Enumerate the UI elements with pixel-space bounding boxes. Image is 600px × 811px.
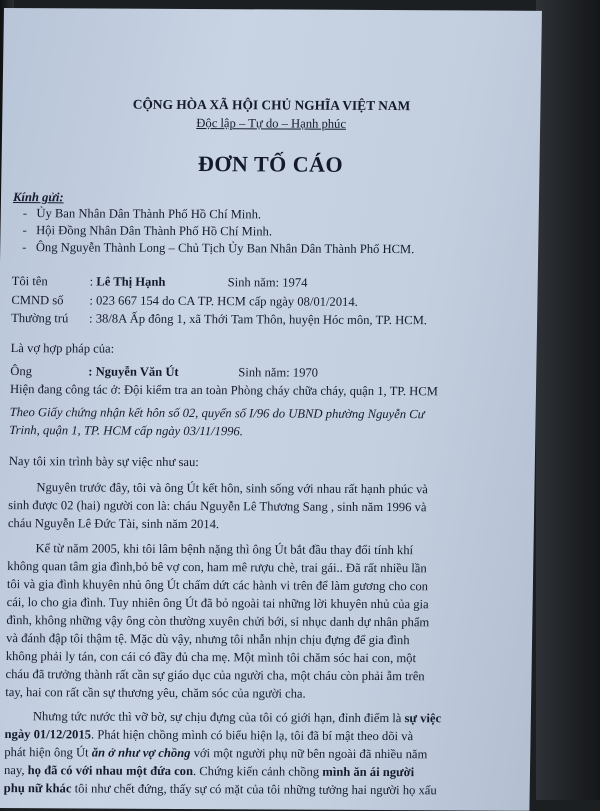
para3-line: ngày 01/12/2015. Phát hiện chồng mình có biểu hiện lạ, tôi đã bí mật theo dõi và	[4, 727, 414, 744]
spouse-birth: Sinh năm: 1970	[238, 365, 319, 380]
para2-line: cái, lo cho gia đình. Tuy nhiên ông Út đã bỏ ngoài tai những lời khuyên nhủ của gia	[6, 595, 429, 612]
recipient-item: - Ủy Ban Nhân Dân Thành Phố Hồ Chí Minh.	[22, 206, 262, 222]
para1-line: sinh được 02 (hai) người con là: cháu Nguyễn Lê Thương Sang , sinh năm 1996 và	[8, 498, 427, 515]
background-right	[536, 0, 600, 800]
para3-line: Nhưng tức nước thì vỡ bờ, sự chịu đựng của tôi có giới hạn, đỉnh điểm là sự việc	[32, 709, 442, 726]
para3-line: phụ nữ khác tôi như chết đứng, thấy sự có mặt của tôi những tưởng hai người họ xấu	[3, 781, 437, 798]
spouse-title: Ông	[10, 364, 33, 379]
id-value: : 023 667 154 do CA TP. HCM cấp ngày 08/01/2014.	[89, 293, 358, 309]
para2-line: đình, không những vậy ông còn thường xuyên chửi bới, sỉ nhục danh dự nhân phẩm	[6, 613, 430, 630]
para1-line: cháu Nguyễn Lê Đức Tài, sinh năm 2014.	[7, 516, 220, 532]
residence-value: : 38/8A Ấp đông 1, xã Thới Tam Thôn, huyện Hóc môn, TP. HCM.	[89, 311, 428, 328]
para1-line: Nguyên trước đây, tôi và ông Út kết hôn, sinh sống với nhau rất hạnh phúc và	[36, 480, 429, 497]
certificate-line: Theo Giấy chứng nhận kết hôn số 02, quyển số I/96 do UBND phường Nguyễn Cư	[9, 405, 425, 422]
para3-line: nay, họ đã có với nhau một đứa con. Chứng kiến cảnh chồng mình ăn ái người	[3, 763, 415, 780]
country-header: CỘNG HÒA XÃ HỘI CHỦ NGHĨA VIỆT NAM	[132, 96, 411, 114]
spouse-name: : Nguyễn Văn Út	[88, 364, 179, 379]
applicant-name-label: Tôi tên	[11, 274, 48, 289]
spouse-intro: Là vợ hợp pháp của:	[10, 341, 115, 356]
para2-line: tay, hai con rất cần sự thương yêu, chăm sóc của người cha.	[5, 685, 306, 701]
id-label: CMND số	[11, 293, 64, 308]
para2-line: và đánh đập tôi thậm tệ. Mặc dù vậy, nhưng tôi nhẫn nhịn chịu đựng để gia đình	[5, 631, 410, 648]
applicant-name: Lê Thị Hạnh	[96, 274, 166, 289]
recipients-label: Kính gửi:	[12, 190, 64, 205]
motto: Độc lập – Tự do – Hạnh phúc	[196, 116, 347, 131]
para2-line: không phải ly tán, con cái có đầy đủ cha mẹ. Một mình tôi chăm sóc hai con, một	[5, 649, 417, 666]
certificate-line: Trinh, quận 1, TP. HCM cấp ngày 03/11/1996.	[9, 423, 244, 439]
para2-line: cháu đã trưởng thành rất cần sự giáo dục của người cha, một cháu còn phải ẵm trên	[5, 667, 425, 684]
para2-line: tôi và gia đình khuyên nhủ ông Út chấm dứt các hành vi trên để làm gương cho con	[6, 577, 429, 594]
document-title: ĐƠN TỐ CÁO	[197, 151, 344, 177]
recipient-item: - Ông Nguyễn Thành Long – Chủ Tịch Ủy Ban Nhân Dân Thành Phố HCM.	[22, 240, 415, 257]
residence-label: Thường trú	[11, 311, 69, 326]
document-page: CỘNG HÒA XÃ HỘI CHỦ NGHĨA VIỆT NAM Độc lập – Tự do – Hạnh phúc ĐƠN TỐ CÁO Kính gửi: - Ủy Ban Nhân Dân Thành Phố Hồ Chí Minh. - Hội Đồng Nhân Dân Thành Phố Hồ Chí Minh. - Ông Nguyễn Thành Long – Chủ Tịch Ủy Ban Nhân Dân Thành Phố HCM. Tôi tên : Lê Thị Hạnh Sinh năm: 1974 CMND số : 023 667 154 do CA TP. HCM cấp ngày 08/01/2014. Thường trú : 38/8A Ấp đông 1, xã Thới Tam Thôn, huyện Hóc môn, TP. HCM. Là vợ hợp pháp của: Ông : Nguyễn Văn Út Sinh năm: 1970 Hiện đang công tác ở: Đội kiểm tra an toàn Phòng cháy chữa cháy, quận 1, TP. HCM Theo Giấy chứng nhận kết hôn số 02, quyển số I/96 do UBND phường Nguyễn Cư Trinh, quận 1, TP. HCM cấp ngày 03/11/1996. Nay tôi xin trình bày sự việc như sau: Nguyên trước đây, tôi và ông Út kết hôn, sinh sống với nhau rất hạnh phúc và sinh được 02 (hai) người con là: cháu Nguyễn Lê Thương Sang , sinh năm 1996 và cháu Nguyễn Lê Đức Tài, sinh năm 2014. Kể từ năm 2005, khi tôi lâm bệnh nặng thì ông Út bắt đầu thay đổi tính khí không quan tâm gia đình,bỏ bê vợ con, ham mê rượu chè, trai gái.. Đã rất nhiều lần tôi và gia đình khuyên nhủ ông Út chấm dứt các hành vi trên để làm gương cho con cái, lo cho gia đình. Tuy nhiên ông Út đã bỏ ngoài tai những lời khuyên nhủ của gia đình, không những vậy ông còn thường xuyên chửi bới, sỉ nhục danh dự nhân phẩm và đánh đập tôi thậm tệ. Mặc dù vậy, nhưng tôi nhẫn nhịn chịu đựng để gia đình không phải ly tán, con cái có đầy đủ cha mẹ. Một mình tôi chăm sóc hai con, một cháu đã trưởng thành rất cần sự giáo dục của người cha, một cháu còn phải ẵm trên tay, hai con rất cần sự thương yêu, chăm sóc của người cha. Nhưng tức nước thì vỡ bờ, sự chịu đựng của tôi có giới hạn, đỉnh điểm là sự việc ngày 01/12/2015. Phát hiện chồng mình có biểu hiện lạ, tôi đã bí mật theo dõi và phát hiện ông Út ăn ở như vợ chồng với một người phụ nữ bên ngoài đã nhiều năm nay, họ đã có với nhau một đứa con. Chứng kiến cảnh chồng mình ăn ái người phụ nữ khác tôi như chết đứng, thấy sự có mặt của tôi những tưởng hai người họ xấu	[0, 8, 542, 811]
spouse-work: Hiện đang công tác ở: Đội kiểm tra an toàn Phòng cháy chữa cháy, quận 1, TP. HCM	[9, 382, 439, 399]
applicant-birth: Sinh năm: 1974	[227, 275, 308, 290]
para2-line: không quan tâm gia đình,bỏ bê vợ con, ham mê rượu chè, trai gái.. Đã rất nhiều lần	[7, 559, 427, 576]
recipient-item: - Hội Đồng Nhân Dân Thành Phố Hồ Chí Minh.	[22, 223, 273, 239]
opening-line: Nay tôi xin trình bày sự việc như sau:	[8, 454, 199, 470]
para3-line: phát hiện ông Út ăn ở như vợ chồng với một người phụ nữ bên ngoài đã nhiều năm	[4, 745, 428, 762]
para2-line: Kể từ năm 2005, khi tôi lâm bệnh nặng thì ông Út bắt đầu thay đổi tính khí	[35, 541, 414, 558]
